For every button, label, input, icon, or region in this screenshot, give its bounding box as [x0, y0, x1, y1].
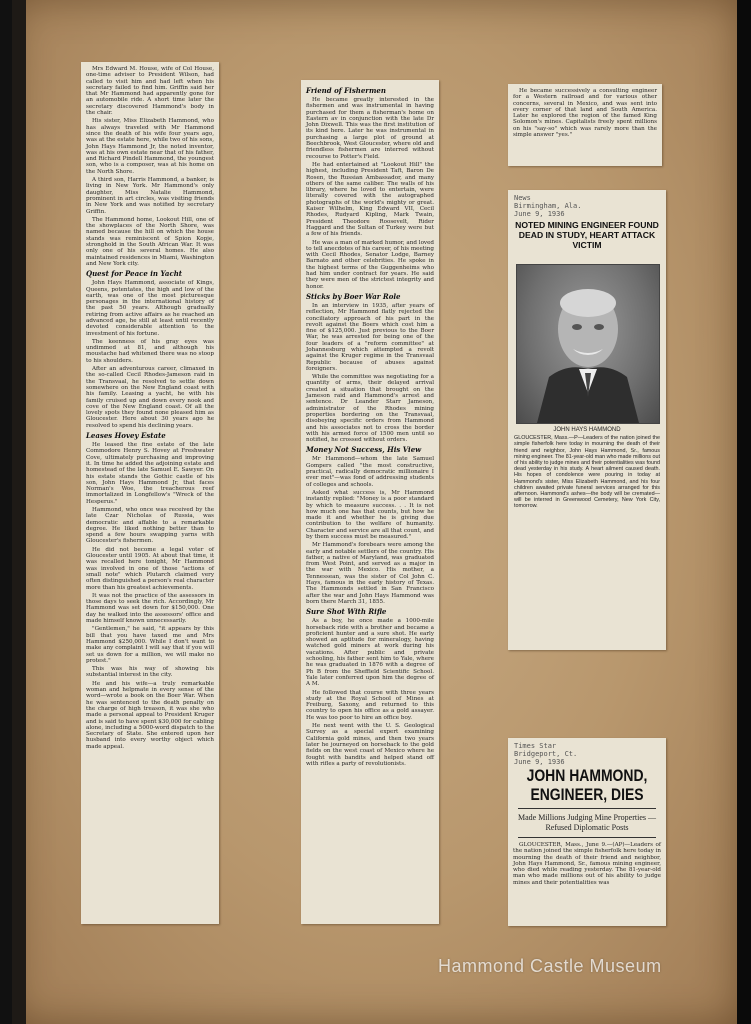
right-middle-dateline	[508, 190, 666, 218]
portrait-photo	[516, 264, 660, 424]
right-middle-news-clipping	[508, 190, 666, 650]
middle-clipping-body-1	[306, 97, 434, 290]
dateline-paper: Times Star	[514, 742, 557, 750]
paragraph: "Gentlemen," he said, "it appears by this bill that you have taxed me and Mrs Hammond $250,000. While I don't want to make any complaint I will say that if you will set us down for a million, we will make no protest."	[86, 626, 214, 664]
paragraph: It was not the practice of the assessors in those days to seek the rich. Accordingly, Mr Hammond was set down for $150,000. One day he walked into the assessors' office and made himself known unnecessarily.	[86, 592, 214, 625]
paragraph: After an adventurous career, climaxed in the so-called Cecil Rhodes-Jameson raid in the Transvaal, he resolved to settle down somewhere on the New England coast with his family. Leasing a yacht, he with his family cruised up and down every nook and cove of the New England coast. Of all the lovely spots they found none pleased him as Gloucester. Here about 30 years ago he resolved to spend his declining years.	[86, 366, 214, 429]
paragraph: As a boy, he once made a 1000-mile horseback ride with a brother and became a proficient hunter and a sure shot. He early showed an aptitude for mineralogy, having watched gold miners at work during his vacations. After public and private schooling, his father sent him to Yale, where he was graduated in 1876 with a degree of Ph B from the Sheffield Scientific School. Yale later conferred upon him the degree of A M.	[306, 618, 434, 688]
headline-rule	[518, 808, 656, 809]
paragraph: Hammond, who once was received by the late Czar Nicholas of Russia, was democratic and affable to a remarkable degree. He liked nothing better than to spend a few hours swapping yarns with Gloucester's fishermen.	[86, 507, 214, 545]
paragraph: He was a man of marked humor, and loved to tell anecdotes of his career, of his meeting with Cecil Rhodes, Senator Lodge, Barney Barnato and other celebrities. He spoke in the highest terms of the Guggenheims who had him under contract for years. He said they were men of the strictest integrity and honor.	[306, 239, 434, 290]
paragraph: He had entertained at "Lookout Hill" the highest, including President Taft, Baron De Rosen, the Russian Ambassador, and many others of the same caliber. The walls of his library, where he loved to entertain, were literally covered with the autographed photographs of the world's mighty or great. Kaiser Wilhelm, King Edward VII, Cecil Rhodes, Rudyard Kipling, Mark Twain, President Theodore Roosevelt, Rider Haggard and the Sultan of Turkey were but a few of his friends.	[306, 161, 434, 238]
paragraph: He next went with the U. S. Geological Survey as a special expert examining California gold mines, and then two years later he journeyed on horseback to the gold fields on the west coast of Mexico where he fought with bandits and helped stand off with rifles a party of revolutionists.	[306, 723, 434, 767]
paragraph: Mrs Edward M. House, wife of Col House, one-time adviser to President Wilson, had called to visit him and had left when his secretary failed to find him. Griffin said her that Mr Hammond had apparently gone for an automobile ride. A short time later the secretary discovered Hammond's body in the chair.	[86, 66, 214, 117]
left-clipping-body-1	[86, 66, 214, 267]
middle-news-clipping	[301, 80, 439, 924]
dateline-city: Bridgeport, Ct.	[514, 750, 578, 758]
museum-watermark: Hammond Castle Museum	[438, 956, 662, 976]
caption-body: GLOUCESTER, Mass.—P—Leaders of the nation joined the simple fisherfolk here today in mourning the death of their friend and neighbor, John Hays Hammond, Sr., famous mining engineer. The 81-year-old man who made millions out of his ability to judge mines and their potentialities was found dead yesterday in his study. A heart ailment caused death. His hopes of condolence were pouring in today at Hammond's sister, Miss Elizabeth Hammond, and his four children awaited private funeral services arranged for this afternoon. Hammond's ashes—the body will be cremated—will be interred in Greenwood Cemetery, New York City, tomorrow.	[514, 435, 660, 510]
page-right-edge	[737, 0, 751, 1024]
dateline-date: June 9, 1936	[514, 758, 565, 766]
dateline-paper: News	[514, 194, 531, 202]
scrapbook-page	[12, 0, 739, 1024]
right-bottom-deck: Made Millions Judging Mine Properties — Refused Diplomatic Posts	[518, 813, 656, 832]
paragraph: He became greatly interested in the fishermen and was instrumental in having purchased for them a fisherman's home on Eastern av in conjunction with the late Dr John Dixwell. This was the first institution of its kind here. Later he was instrumental in purchasing a large plot of ground at Beechbrook, West Gloucester, where old and friendless fishermen are interred without recourse to Potter's Field.	[306, 97, 434, 160]
page-spine-edge	[12, 0, 26, 1024]
middle-subheading-rifle: Sure Shot With Rifle	[306, 607, 387, 617]
portrait-illustration	[517, 265, 659, 423]
paragraph: A third son, Harris Hammond, a banker, is living in New York. Mr Hammond's only daughter, Miss Natalie Hammond, prominent in art circles, was visiting friends in New York and was notified by secretary Griffin.	[86, 177, 214, 215]
caption-title: JOHN HAYS HAMMOND	[553, 427, 621, 433]
left-subheading-quest: Quest for Peace in Yacht	[86, 269, 183, 279]
paragraph: This was his way of showing his substantial interest in the city.	[86, 666, 214, 679]
photo-caption	[514, 427, 660, 510]
paragraph: Asked what success is, Mr Hammond instantly replied: "Money is a poor standard by which to measure success. . . It is not how much one has that counts, but how he made it and whether he is giving due contribution to the welfare of humanity. Character and service are all that count, and by them success must be measured."	[306, 489, 434, 540]
middle-subheading-boer: Sticks by Boer War Role	[306, 291, 401, 301]
right-middle-headline: NOTED MINING ENGINEER FOUND DEAD IN STUDY, HEART ATTACK VICTIM	[515, 220, 659, 250]
left-subheading-hovey: Leases Hovey Estate	[86, 431, 166, 441]
paragraph: In an interview in 1935, after years of reflection, Mr Hammond flatly rejected the conciliatory approach of his part in the revolt against the Boers which cost him a fine of $125,000. Just previous to the Boer War, he was arrested for being one of the four leaders of a "reform committee" at Johannesburg which attempted a revolt against the Kruger regime in the Transvaal Republic because of abuses against foreigners.	[306, 302, 434, 372]
right-bottom-headline: JOHN HAMMOND, ENGINEER, DIES	[526, 766, 648, 804]
right-top-text: He became successively a consulting engineer for a Western railroad and for various other concerns, several in Mexico, and was sent into every corner of that land and South America. Later he explored the region of the famed King Solomon's mines. Capitalists freely spent millions on his "say-so" which was rarely more than the simple answer "yes."	[513, 88, 657, 139]
dateline-city: Birmingham, Ala.	[514, 202, 582, 210]
right-bottom-body	[508, 842, 666, 892]
paragraph: The Hammond home, Lookout Hill, one of the showplaces of the North Shore, was named because the hill on which the house stands was reminiscent of Spion Kopje, stronghold in the South African War. It was only one of his several homes. He also maintained residences in Miami, Washington and New York city.	[86, 216, 214, 267]
paragraph: Mr Hammond's forebears were among the early and notable settlers of the country. His father, a native of Maryland, was graduated from West Point, and served as a major in the war with Mexico. His mother, a Tennessean, was the sister of Col John C. Hays, famous in the early history of Texas. The Hammonds settled in San Francisco after the war and John Hays Hammond was born there March 31, 1855.	[306, 542, 434, 605]
left-news-clipping	[81, 62, 219, 924]
middle-clipping-body-3	[306, 456, 434, 605]
paragraph: He and his wife—a truly remarkable woman and helpmate in every sense of the word—wrote a book on the Boer War. When he was sentenced to the death penalty on the charge of high treason, it was she who made a personal appeal to President Kruger and is said to have spent $30,000 for cabling alone, including a 5000-word dispatch to the Secretary of State. She entered upon her husband into every worthy object which made appeal.	[86, 680, 214, 750]
middle-subheading-fishermen: Friend of Fishermen	[306, 86, 386, 95]
paragraph: John Hays Hammond, associate of Kings, Queens, potentates, the high and low of the earth, was one of the most picturesque personages in the international history of the past 50 years. Although gradually retiring from active affairs as he reached an advanced age, he still at least until recently devoted considerable attention to the investment of his fortune.	[86, 280, 214, 337]
dateline-date: June 9, 1936	[514, 210, 565, 218]
paragraph: He did not become a legal voter of Gloucester until 1905. At about that time, it was recalled here tonight, Mr Hammond was involved in one of those "actions of small note" which Plutarch claimed very often distinguished a person's real character more than his greatest achievements.	[86, 546, 214, 591]
middle-subheading-money: Money Not Success, His View	[306, 445, 422, 455]
right-bottom-dateline	[508, 738, 666, 766]
middle-clipping-body-2	[306, 303, 434, 444]
right-bottom-text: GLOUCESTER, Mass., June 9.—(AP)—Leaders of the nation joined the simple fisherfolk here today in mourning the death of their friend and neighbor, John Hays Hammond, Sr., famous mining engineer, who died while reading yesterday. The 81-year-old man who made millions out of his ability to judge mines and their potentialities was	[513, 842, 661, 886]
left-clipping-body-2	[86, 280, 214, 429]
paragraph: Mr Hammond—whom the late Samuel Gompers called "the most constructive, practical, radically democratic millionaire I ever met"—was fond of addressing students of colleges and schools.	[306, 456, 434, 488]
right-top-news-clipping	[508, 84, 662, 166]
paragraph: He leased the fine estate of the late Commodore Henry S. Hovey at Freshwater Cove, ultimately purchasing and improving it. In time he added the adjoining estate and homestead of the late Samuel E. Sawyer. On his estate stands the Gothic castle of his son, John Hays Hammond Jr, that faces Norman's Woe, the treacherous reef immortalized in Longfellow's "Wreck of the Hesperus."	[86, 442, 214, 505]
paragraph: His sister, Miss Elizabeth Hammond, who has always traveled with Mr Hammond since the death of his wife four years ago, was at the estate here, while two of his sons, John Hays Hammond Jr, the noted inventor, was at his own estate near that of his father, and Richard Pindell Hammond, the youngest son, who is a composer, was at his home on the North Shore.	[86, 118, 214, 175]
deck-rule	[518, 837, 656, 838]
middle-clipping-body-4	[306, 618, 434, 767]
paragraph: He followed that course with three years study at the Royal School of Mines at Freiburg, Saxony, and returned to this country to open his office as a gold assayer. He was too poor to hire an office boy.	[306, 689, 434, 721]
left-clipping-body-3	[86, 442, 214, 750]
paragraph: While the committee was negotiating for a quantity of arms, their delayed arrival created a situation that brought on the Jameson raid and Hammond's arrest and sentence. Dr Leander Starr Jameson, administrator of the Rhodes mining properties bordering on the Transvaal, disobeying specific orders from Hammond and his associates not to cross the border with his armed force of 1500 men until so notified, he crossed without orders.	[306, 374, 434, 444]
paragraph: The keenness of his gray eyes was undimmed at 81, and although his moustache had whitened there was no stoop to his shoulders.	[86, 338, 214, 364]
right-bottom-news-clipping	[508, 738, 666, 926]
